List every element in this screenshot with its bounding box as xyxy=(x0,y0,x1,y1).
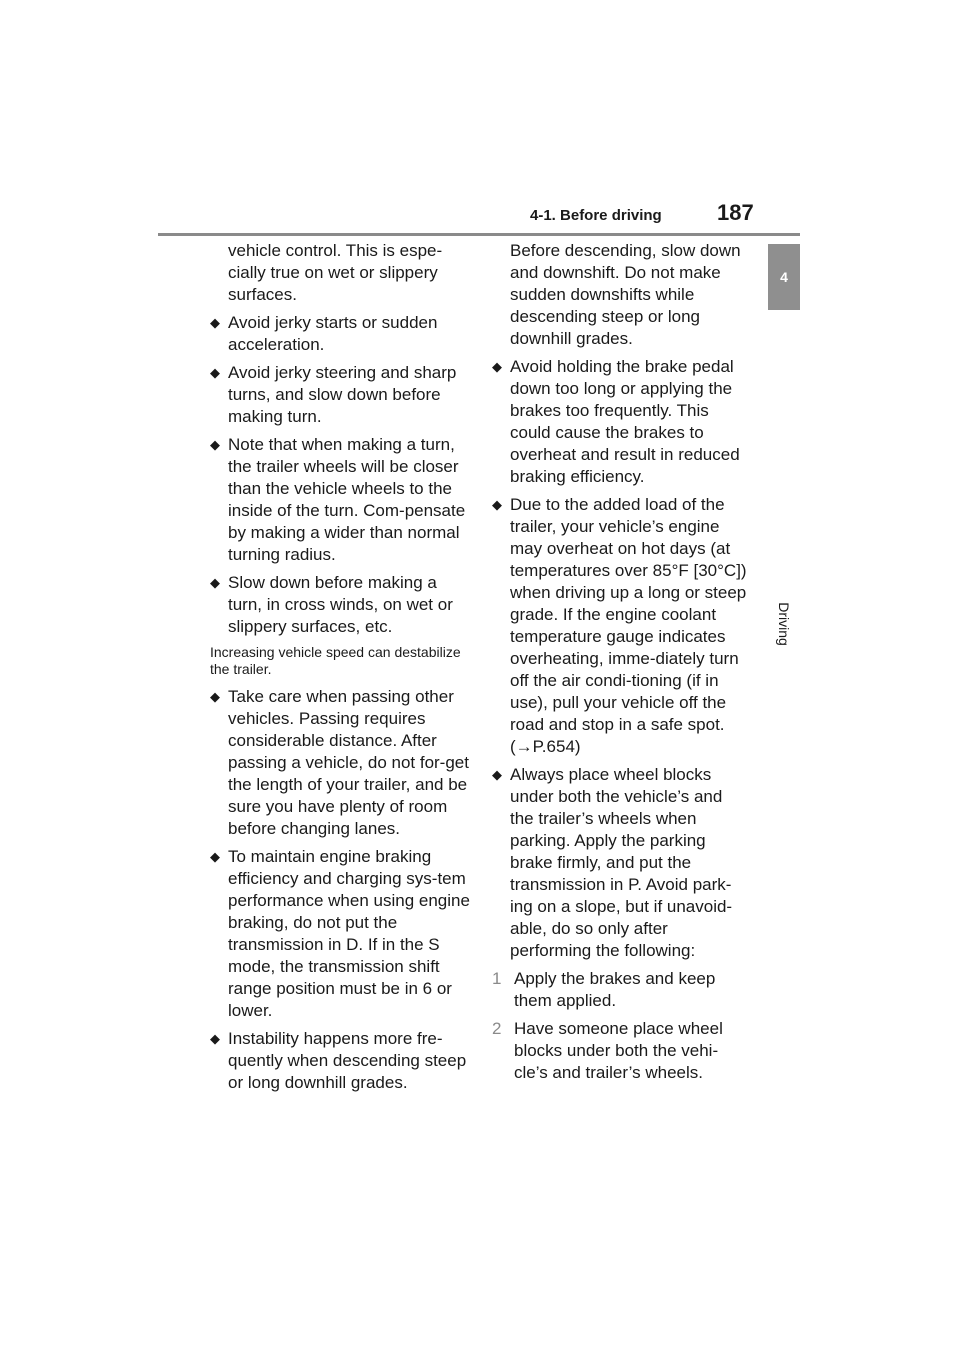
step-text: Apply the brakes and keep them applied. xyxy=(514,969,716,1010)
list-item xyxy=(492,356,750,488)
list-item-text: Due to the added load of the trailer, your vehicle’s engine may overheat on hot days (at temperatures over 85°F [30°C]) when driving up a long or steep grade. If the engine coolant temperature gauge indicates overheating, imme-diately turn off the air condi-tioning (if in use), pull your vehicle off the road and stop in a safe spot. (→P.654) xyxy=(510,495,747,756)
list-item-text: Instability happens more fre-quently when descending steep or long downhill grades. xyxy=(228,1029,467,1092)
diamond-bullet-icon: ◆ xyxy=(210,315,220,330)
list-item xyxy=(210,312,472,356)
left-column xyxy=(210,240,472,1100)
list-item-text: Note that when making a turn, the trailer wheels will be closer than the vehicle wheels to the inside of the turn. Com-pensate by making a wider than normal turning radius. xyxy=(228,435,466,564)
list-item xyxy=(492,764,750,962)
list-item xyxy=(210,846,472,1022)
page-header xyxy=(0,0,960,240)
right-column xyxy=(492,240,750,1090)
list-item xyxy=(210,434,472,566)
diamond-bullet-icon: ◆ xyxy=(210,1031,220,1046)
note-text: Increasing vehicle speed can destabilize the trailer. xyxy=(210,644,461,677)
list-item-text: Take care when passing other vehicles. Passing requires considerable distance. After passing a vehicle, do not for-get the length of your trailer, and be sure you have plenty of room before changing lanes. xyxy=(228,687,469,838)
diamond-bullet-icon: ◆ xyxy=(492,497,502,512)
step-number: 2 xyxy=(492,1019,502,1038)
step-text: Have someone place wheel blocks under both the vehi-cle’s and trailer’s wheels. xyxy=(514,1019,723,1082)
diamond-bullet-icon: ◆ xyxy=(210,849,220,864)
diamond-bullet-icon: ◆ xyxy=(492,359,502,374)
paragraph-continuation: vehicle control. This is espe-cially true on wet or slippery surfaces. xyxy=(228,241,443,304)
list-item xyxy=(492,494,750,758)
list-item xyxy=(210,1028,472,1094)
diamond-bullet-icon: ◆ xyxy=(210,365,220,380)
list-item xyxy=(210,686,472,840)
list-item xyxy=(210,572,472,638)
list-item-text: Avoid holding the brake pedal down too long or applying the brakes too frequently. This could cause the brakes to overheat and result in reduced braking efficiency. xyxy=(510,357,740,486)
numbered-step xyxy=(492,1018,750,1084)
list-item-text: To maintain engine braking efficiency and charging sys-tem performance when using engine braking, do not put the transmission in D. If in the S mode, the transmission shift range position must be in 6 or lower. xyxy=(228,847,470,1020)
diamond-bullet-icon: ◆ xyxy=(210,575,220,590)
chapter-side-label: Driving xyxy=(776,602,792,646)
list-item-text: Slow down before making a turn, in cross winds, on wet or slippery surfaces, etc. xyxy=(228,573,453,636)
diamond-bullet-icon: ◆ xyxy=(492,767,502,782)
chapter-tab-number: 4 xyxy=(780,269,788,285)
page-number: 187 xyxy=(717,200,754,225)
diamond-bullet-icon: ◆ xyxy=(210,689,220,704)
diamond-bullet-icon: ◆ xyxy=(210,437,220,452)
list-item xyxy=(210,362,472,428)
numbered-step xyxy=(492,968,750,1012)
list-item-text: Avoid jerky starts or sudden acceleration. xyxy=(228,313,438,354)
chapter-tab xyxy=(768,244,800,310)
section-title: 4-1. Before driving xyxy=(530,207,662,224)
header-divider xyxy=(158,233,800,236)
list-item-text: Avoid jerky steering and sharp turns, and slow down before making turn. xyxy=(228,363,457,426)
list-item-text: Always place wheel blocks under both the vehicle’s and the trailer’s wheels when parking. Apply the parking brake firmly, and put the transmission in P. Avoid park-ing on a slope, but if unavoid-able, do so only after performing the following: xyxy=(510,765,733,960)
paragraph-continuation: Before descending, slow down and downshift. Do not make sudden downshifts while descending steep or long downhill grades. xyxy=(510,241,741,348)
step-number: 1 xyxy=(492,969,502,988)
